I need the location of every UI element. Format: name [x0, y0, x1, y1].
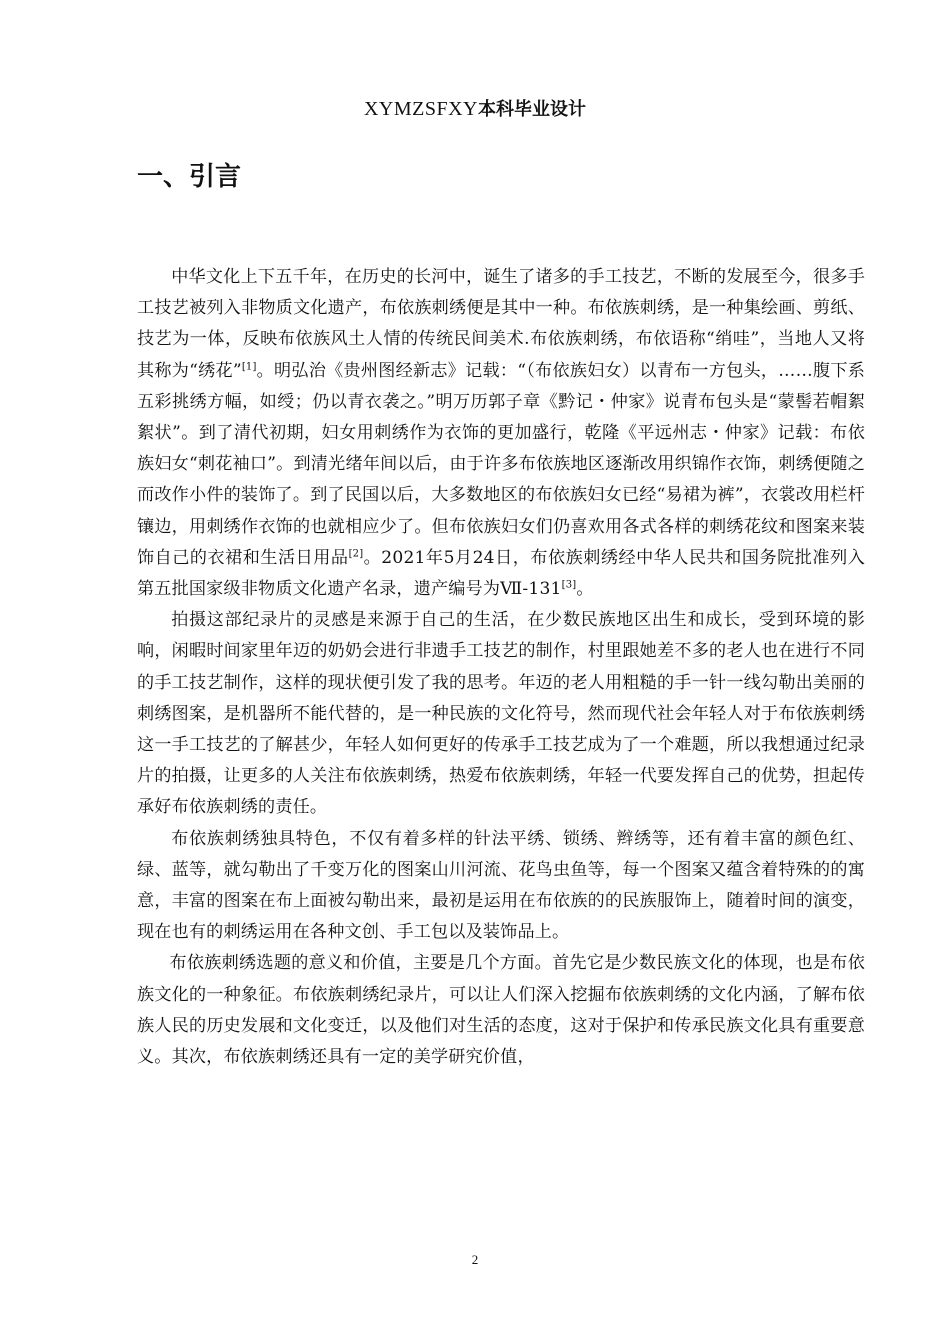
page-number: 2: [471, 1252, 479, 1267]
paragraph-3: 布依族刺绣独具特色，不仅有着多样的针法平绣、锁绣、辫绣等，还有着丰富的颜色红、绿、蓝等，就勾勒出了千变万化的图案山川河流、花鸟虫鱼等，每一个图案又蕴含着特殊的的寓意，丰富的图案在布上面被勾勒出来，最初是运用在布依族的的民族服饰上，随着时间的演变，现在也有的刺绣运用在各种文创、手工包以及装饰品上。: [137, 828, 865, 943]
paragraph-1: [137, 262, 865, 605]
citation-2: [2]: [348, 548, 364, 560]
body-text: [137, 262, 865, 1073]
section-title: 一、引言: [137, 162, 242, 192]
paragraph-1-part-b: 。明弘治《贵州图经新志》记载：“（布依族妇女）以青布一方包头，……腹下系五彩挑绣方幅，如绶；仍以青衣袭之。”明万历郭子章《黔记・仲家》说青布包头是“蒙髻若帽絮絮状”。到了清代初期，妇女用刺绣作为衣饰的更加盛行，乾隆《平远州志・仲家》记载：布依族妇女“刺花袖口”。到清光绪年间以后，由于许多布依族地区逐渐改用织锦作衣饰，刺绣便随之而改作小件的装饰了。到了民国以后，大多数地区的布依族妇女已经“易裙为裤”，衣裳改用栏杆镶边，用刺绣作衣饰的也就相应少了。但布依族妇女们仍喜欢用各式各样的刺绣花纹和图案来装饰自己的衣裙和生活日用品: [137, 360, 865, 568]
citation-3: [3]: [561, 579, 577, 591]
paragraph-4: 布依族刺绣选题的意义和价值，主要是几个方面。首先它是少数民族文化的体现，也是布依族文化的一种象征。布依族刺绣纪录片，可以让人们深入挖掘布依族刺绣的文化内涵，了解布依族人民的历史发展和文化变迁，以及他们对生活的态度，这对于保护和传承民族文化具有重要意义。其次，布依族刺绣还具有一定的美学研究价值，: [137, 953, 865, 1068]
paragraph-1-part-d: 。: [576, 579, 594, 600]
paragraph-1-part-c: 。2021年5月24日，布依族刺绣经中华人民共和国务院批准列入第五批国家级非物质文化遗产名录，遗产编号为Ⅶ-131: [137, 547, 865, 600]
citation-1: [1]: [241, 360, 257, 372]
paragraph-1-part-a: 中华文化上下五千年，在历史的长河中，诞生了诸多的手工技艺，不断的发展至今，很多手工技艺被列入非物质文化遗产，布依族刺绣便是其中一种。布依族刺绣，是一种集绘画、剪纸、技艺为一体，反映布依族风土人情的传统民间美术.布依族刺绣，布依语称“绡哇”，当地人又将其称为“绣花”: [137, 267, 865, 381]
paragraph-2: 拍摄这部纪录片的灵感是来源于自己的生活，在少数民族地区出生和成长，受到环境的影响，闲暇时间家里年迈的奶奶会进行非遗手工技艺的制作，村里跟她差不多的老人也在进行不同的手工技艺制作，这样的现状便引发了我的思考。年迈的老人用粗糙的手一针一线勾勒出美丽的刺绣图案，是机器所不能代替的，是一种民族的文化符号，然而现代社会年轻人对于布依族刺绣这一手工技艺的了解甚少，年轻人如何更好的传承手工技艺成为了一个难题，所以我想通过纪录片的拍摄，让更多的人关注布依族刺绣，热爱布依族刺绣，年轻一代要发挥自己的优势，担起传承好布依族刺绣的责任。: [137, 610, 865, 818]
header-title-suffix: 本科毕业设计: [478, 99, 587, 120]
header-school-code: XYMZSFXY: [363, 98, 479, 120]
page-header: [0, 95, 950, 121]
